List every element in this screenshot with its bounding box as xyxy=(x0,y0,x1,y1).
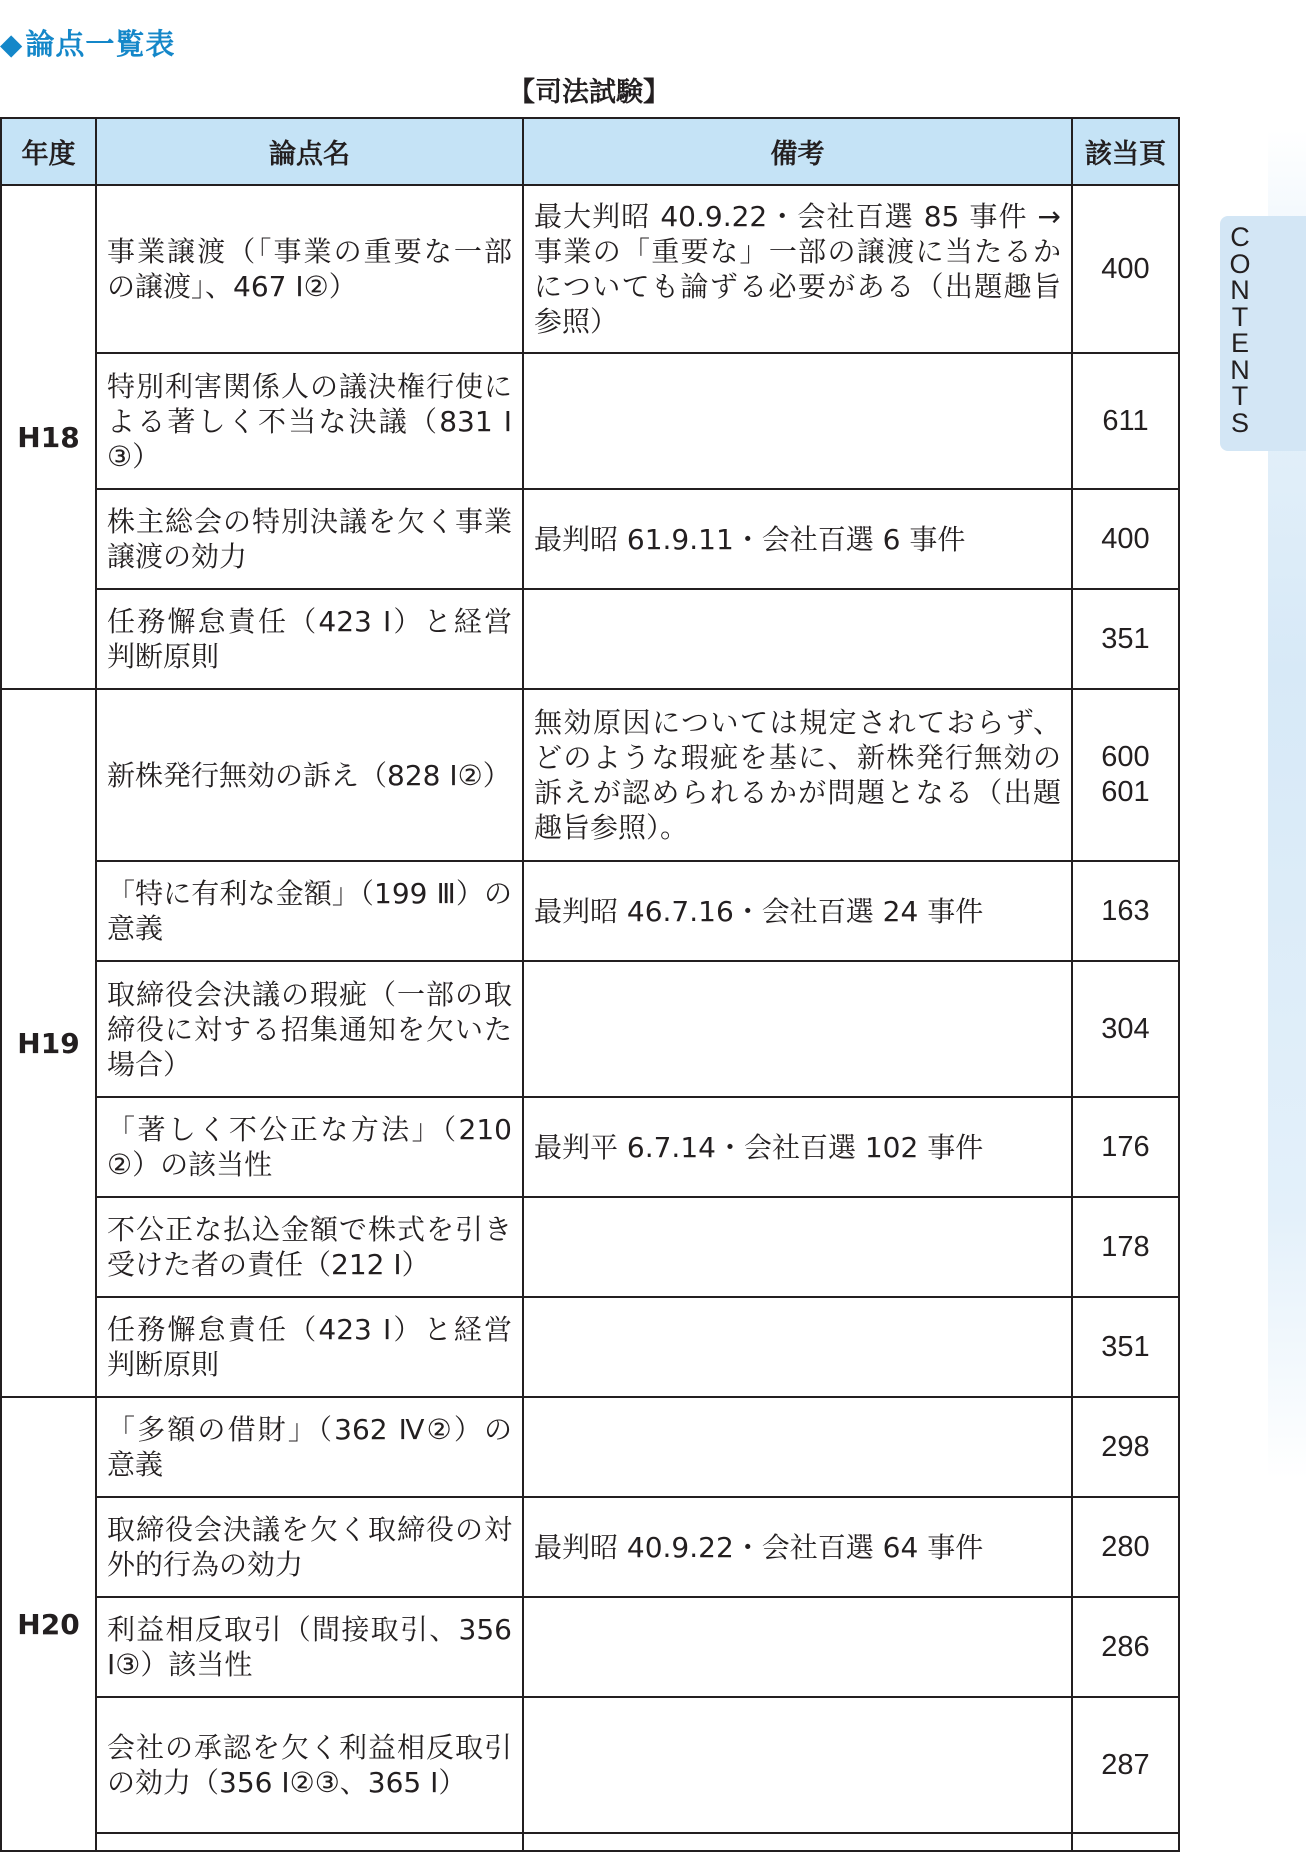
table-row xyxy=(1,1297,1179,1397)
page-cell xyxy=(1072,1297,1179,1397)
table-row-continued xyxy=(1,1833,1179,1851)
page-number: 178 xyxy=(1101,1230,1150,1263)
exam-title: 【司法試験】 xyxy=(508,77,670,108)
page-number: 400 xyxy=(1101,522,1150,555)
contents-letter: O xyxy=(1229,248,1251,279)
contents-letter: S xyxy=(1230,407,1249,438)
page-cell xyxy=(1072,185,1179,353)
page-cell xyxy=(1072,1597,1179,1697)
issue-cell: 事業譲渡（「事業の重要な一部の譲渡」、467 Ⅰ②） xyxy=(96,185,523,353)
table-row xyxy=(1,353,1179,489)
issue-cell: 不公正な払込金額で株式を引き受けた者の責任（212 Ⅰ） xyxy=(96,1197,523,1297)
page-number: 280 xyxy=(1101,1530,1150,1563)
issue-cell: 「著しく不公正な方法」（210 ②）の該当性 xyxy=(96,1097,523,1197)
page-cell xyxy=(1072,1697,1179,1833)
page-number: 600 xyxy=(1101,741,1150,773)
note-cell xyxy=(523,1397,1072,1497)
header-issue: 論点名 xyxy=(96,118,523,185)
issue-cell: 任務懈怠責任（423 Ⅰ）と経営判断原則 xyxy=(96,589,523,689)
note-cell xyxy=(523,589,1072,689)
page-cell xyxy=(1072,961,1179,1097)
page-number: 400 xyxy=(1101,252,1150,285)
issue-cell: 取締役会決議を欠く取締役の対外的行為の効力 xyxy=(96,1497,523,1597)
note-cell: 最判昭 61.9.11・会社百選 6 事件 xyxy=(523,489,1072,589)
page-cell xyxy=(1072,861,1179,961)
page-cell xyxy=(1072,1397,1179,1497)
contents-letter: N xyxy=(1230,354,1250,385)
table-row xyxy=(1,1597,1179,1697)
page-number: 601 xyxy=(1101,776,1150,808)
table-row xyxy=(1,185,1179,353)
page-cell xyxy=(1072,1097,1179,1197)
year-cell: H19 xyxy=(1,689,96,1397)
table-row xyxy=(1,861,1179,961)
page-cell xyxy=(1072,689,1179,861)
note-cell xyxy=(523,353,1072,489)
header-note: 備考 xyxy=(523,118,1072,185)
note-cell: 最判昭 46.7.16・会社百選 24 事件 xyxy=(523,861,1072,961)
page-number: 287 xyxy=(1101,1748,1150,1781)
issue-cell: 会社の承認を欠く利益相反取引の効力（356 Ⅰ②③、365 Ⅰ） xyxy=(96,1697,523,1833)
note-cell: 最判昭 40.9.22・会社百選 64 事件 xyxy=(523,1497,1072,1597)
page-cell xyxy=(1072,353,1179,489)
note-cell xyxy=(523,1297,1072,1397)
header-page: 該当頁 xyxy=(1072,118,1179,185)
page-number: 611 xyxy=(1102,404,1149,437)
table-header-row xyxy=(1,118,1179,185)
issue-table xyxy=(0,117,1180,1852)
contents-letter: T xyxy=(1231,381,1249,411)
contents-letter: E xyxy=(1230,328,1249,358)
year-cell: H18 xyxy=(1,185,96,689)
table-row xyxy=(1,489,1179,589)
contents-letter: T xyxy=(1231,301,1249,332)
note-cell xyxy=(523,1833,1072,1851)
issue-cell xyxy=(96,1833,523,1851)
issue-cell: 特別利害関係人の議決権行使による著しく不当な決議（831 Ⅰ③） xyxy=(96,353,523,489)
diamond-icon: ◆ xyxy=(0,27,24,61)
page-number: 351 xyxy=(1101,1330,1150,1363)
page-number: 298 xyxy=(1101,1430,1150,1463)
table-row xyxy=(1,961,1179,1097)
issue-cell: 「特に有利な金額」（199 Ⅲ）の意義 xyxy=(96,861,523,961)
issue-cell: 新株発行無効の訴え（828 Ⅰ②） xyxy=(96,689,523,861)
table-row xyxy=(1,1397,1179,1497)
page-number: 163 xyxy=(1101,894,1150,927)
year-cell: H20 xyxy=(1,1397,96,1851)
issue-cell: 株主総会の特別決議を欠く事業譲渡の効力 xyxy=(96,489,523,589)
page-cell xyxy=(1072,1497,1179,1597)
page-cell xyxy=(1072,489,1179,589)
issue-cell: 利益相反取引（間接取引、356 Ⅰ③）該当性 xyxy=(96,1597,523,1697)
note-cell xyxy=(523,1197,1072,1297)
page-title xyxy=(0,22,175,63)
note-cell xyxy=(523,1697,1072,1833)
table-row xyxy=(1,1097,1179,1197)
issue-cell: 取締役会決議の瑕疵（一部の取締役に対する招集通知を欠いた場合） xyxy=(96,961,523,1097)
page-number: 176 xyxy=(1101,1130,1150,1163)
header-year: 年度 xyxy=(1,118,96,185)
page-cell xyxy=(1072,589,1179,689)
note-cell: 無効原因については規定されておらず、どのような瑕疵を基に、新株発行無効の訴えが認められるかが問題となる（出題趣旨参照）。 xyxy=(523,689,1072,861)
table-row xyxy=(1,589,1179,689)
page-title-text: 論点一覧表 xyxy=(25,27,176,61)
note-cell: 最判平 6.7.14・会社百選 102 事件 xyxy=(523,1097,1072,1197)
contents-letter: C xyxy=(1230,222,1250,252)
table-row xyxy=(1,1197,1179,1297)
page-cell xyxy=(1072,1833,1179,1851)
page-cell xyxy=(1072,1197,1179,1297)
contents-letter: N xyxy=(1230,275,1250,305)
table-row xyxy=(1,1697,1179,1833)
note-cell xyxy=(523,961,1072,1097)
table-row xyxy=(1,1497,1179,1597)
page-number: 304 xyxy=(1101,1012,1150,1045)
note-cell xyxy=(523,1597,1072,1697)
contents-label[interactable] xyxy=(1225,224,1255,436)
page-number: 286 xyxy=(1101,1630,1150,1663)
table-row xyxy=(1,689,1179,861)
note-cell: 最大判昭 40.9.22・会社百選 85 事件 → 事業の「重要な」一部の譲渡に当たるかについても論ずる必要がある（出題趣旨参照） xyxy=(523,185,1072,353)
page-number: 351 xyxy=(1101,622,1150,655)
issue-cell: 「多額の借財」（362 Ⅳ②）の意義 xyxy=(96,1397,523,1497)
issue-cell: 任務懈怠責任（423 Ⅰ）と経営判断原則 xyxy=(96,1297,523,1397)
